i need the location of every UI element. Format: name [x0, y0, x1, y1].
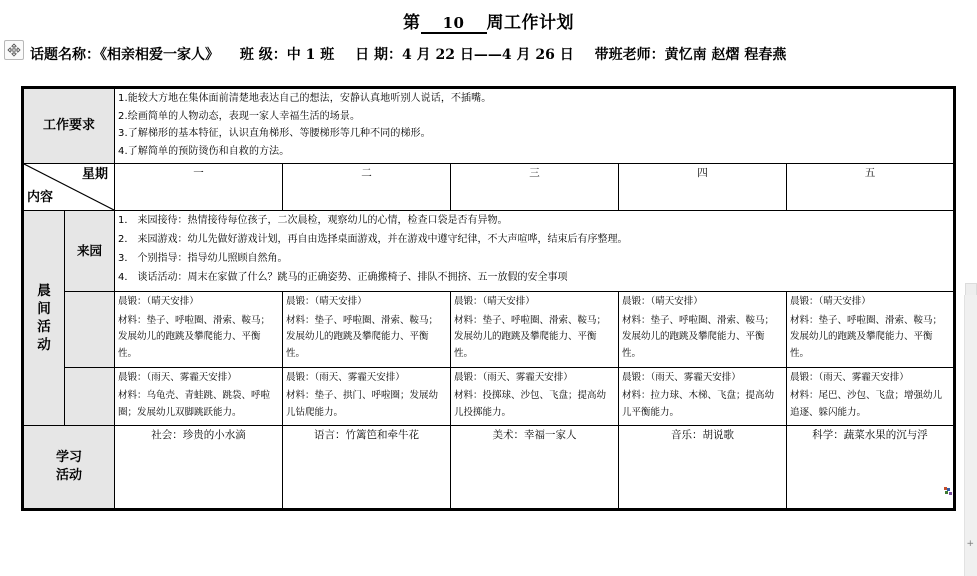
sunny-header: 晨锻：（晴天安排）: [790, 296, 871, 307]
weekly-plan-table: [21, 86, 956, 511]
requirement-item: 3.了解梯形的基本特征，认识直角梯形、等腰梯形等几种不同的梯形。: [118, 128, 431, 139]
rainy-body: 材料：垫子、拱门、呼啦圈；发展幼儿钻爬能力。: [286, 390, 439, 418]
spacer-cell-rainy: [65, 367, 115, 426]
sunny-body: 材料：垫子、呼啦圈、滑索、鞍马；发展幼儿的跑跳及攀爬能力、平衡性。: [454, 314, 607, 359]
week-axis-label: 星期: [82, 167, 109, 182]
page-title: [0, 8, 977, 34]
sunny-header: 晨锻：（晴天安排）: [622, 296, 703, 307]
sunny-header: 晨锻：（晴天安排）: [118, 296, 199, 307]
study-label-line2: 活动: [56, 468, 83, 484]
date-field: [355, 47, 574, 63]
day-header-2: 二: [283, 164, 451, 211]
sunny-cell-4: [619, 292, 787, 368]
arrival-item: 2． 来园游戏：幼儿先做好游戏计划，再自由选择桌面游戏，并在游戏中遵守纪律，不大声喧哗，结束后有序整理。: [118, 234, 628, 245]
rainy-body: 材料：乌龟壳、青蛙跳、跳袋、呼啦圈；发展幼儿双脚跳跃能力。: [118, 390, 271, 418]
spacer-cell-sunny: [65, 292, 115, 368]
move-cross-icon: [7, 43, 21, 57]
sunny-body: 材料：垫子、呼啦圈、滑索、鞍马；发展幼儿的跑跳及攀爬能力、平衡性。: [790, 314, 943, 359]
corner-header-cell: [23, 164, 115, 211]
rainy-cell-4: [619, 367, 787, 426]
morning-activity-label: 晨 间 活 动: [23, 211, 65, 426]
topic-label: 话题名称：: [30, 47, 100, 63]
sunny-body: 材料：垫子、呼啦圈、滑索、鞍马；发展幼儿的跑跳及攀爬能力、平衡性。: [622, 314, 775, 359]
teacher-value: 黄忆南 赵熠 程春燕: [664, 47, 787, 63]
rainy-body: 材料：投掷球、沙包、飞盘；提高幼儿投掷能力。: [454, 390, 607, 418]
sunny-header: 晨锻：（晴天安排）: [454, 296, 535, 307]
rainy-cell-1: [115, 367, 283, 426]
sunny-body: 材料：垫子、呼啦圈、滑索、鞍马；发展幼儿的跑跳及攀爬能力、平衡性。: [118, 314, 271, 359]
rainy-header: 晨锻：（雨天、雾霾天安排）: [790, 371, 909, 383]
study-cell-4: 音乐：胡说歌: [619, 426, 787, 510]
table-row-morning-exercise-sunny: [23, 292, 955, 368]
teacher-field: [595, 47, 787, 63]
sunny-body: 材料：垫子、呼啦圈、滑索、鞍马；发展幼儿的跑跳及攀爬能力、平衡性。: [286, 314, 439, 359]
rainy-cell-5: [787, 367, 955, 426]
class-value: 中 1 班: [286, 47, 335, 63]
study-label-line1: 学习: [56, 449, 83, 465]
table-row-study: [23, 426, 955, 510]
study-activity-label: [23, 426, 115, 510]
sunny-header: 晨锻：（晴天安排）: [286, 296, 367, 307]
requirement-item: 1.能较大方地在集体面前清楚地表达自己的想法，安静认真地听别人说话，不插嘴。: [118, 93, 492, 104]
requirements-content: [115, 88, 955, 164]
class-label: 班 级：: [239, 47, 287, 63]
study-cell-5: 科学：蔬菜水果的沉与浮: [787, 426, 955, 510]
sunny-cell-3: [451, 292, 619, 368]
study-cell-2: 语言：竹篱笆和牵牛花: [283, 426, 451, 510]
topic-field: [30, 47, 219, 63]
day-header-3: 三: [451, 164, 619, 211]
anchor-marker-icon: [944, 487, 953, 496]
rainy-cell-3: [451, 367, 619, 426]
arrival-content: [115, 211, 955, 292]
page-title-suffix: 周工作计划: [486, 13, 574, 33]
day-header-5: 五: [787, 164, 955, 211]
rainy-header: 晨锻：（雨天、雾霾天安排）: [454, 371, 573, 383]
day-header-4: 四: [619, 164, 787, 211]
page-title-prefix: 第: [403, 13, 421, 33]
sunny-cell-5: [787, 292, 955, 368]
rainy-cell-2: [283, 367, 451, 426]
requirement-item: 4.了解简单的预防烫伤和自救的方法。: [118, 145, 290, 157]
rainy-header: 晨锻：（雨天、雾霾天安排）: [622, 371, 741, 383]
rainy-header: 晨锻：（雨天、雾霾天安排）: [118, 371, 237, 383]
table-row-day-header: [23, 164, 955, 211]
content-axis-label: 内容: [27, 190, 54, 206]
rainy-body: 材料：尾巴、沙包、飞盘；增强幼儿追逐、躲闪能力。: [790, 390, 943, 418]
date-value: 4 月 22 日——4 月 26 日: [402, 47, 574, 63]
requirements-label: 工作要求: [23, 88, 115, 164]
study-cell-3: 美术：幸福一家人: [451, 426, 619, 510]
sunny-cell-2: [283, 292, 451, 368]
scrollbar-thumb[interactable]: [964, 295, 977, 576]
table-row-requirements: [23, 88, 955, 164]
arrival-item: 4． 谈话活动：周末在家做了什么？跳马的正确姿势、正确搬椅子、排队不拥挤、五一放假的安全事项: [118, 272, 568, 283]
scrollbar-track[interactable]: [965, 0, 977, 576]
arrival-item: 1． 来园接待：热情接待每位孩子，二次晨检，观察幼儿的心情，检查口袋是否有异物。: [118, 215, 508, 226]
requirement-item: 2.绘画简单的人物动态，表现一家人幸福生活的场景。: [118, 110, 361, 122]
rainy-body: 材料：拉力球、木梯、飞盘；提高幼儿平衡能力。: [622, 390, 775, 418]
sunny-cell-1: [115, 292, 283, 368]
week-number: 10: [421, 14, 487, 34]
arrival-label: 来园: [65, 211, 115, 292]
study-cell-1: 社会：珍贵的小水滴: [115, 426, 283, 510]
day-header-1: 一: [115, 164, 283, 211]
table-row-arrival: [23, 211, 955, 292]
table-row-morning-exercise-rainy: [23, 367, 955, 426]
table-move-handle[interactable]: [4, 40, 24, 60]
topic-value: 《相亲相爱一家人》: [100, 47, 219, 63]
teacher-label: 带班老师：: [594, 47, 665, 63]
class-field: [240, 47, 334, 63]
date-label: 日 期：: [355, 47, 402, 63]
arrival-item: 3． 个别指导：指导幼儿照顾自然角。: [118, 253, 288, 264]
document-info-line: [30, 44, 960, 64]
rainy-header: 晨锻：（雨天、雾霾天安排）: [286, 371, 405, 383]
scrollbar-plus-icon[interactable]: +: [966, 539, 974, 549]
